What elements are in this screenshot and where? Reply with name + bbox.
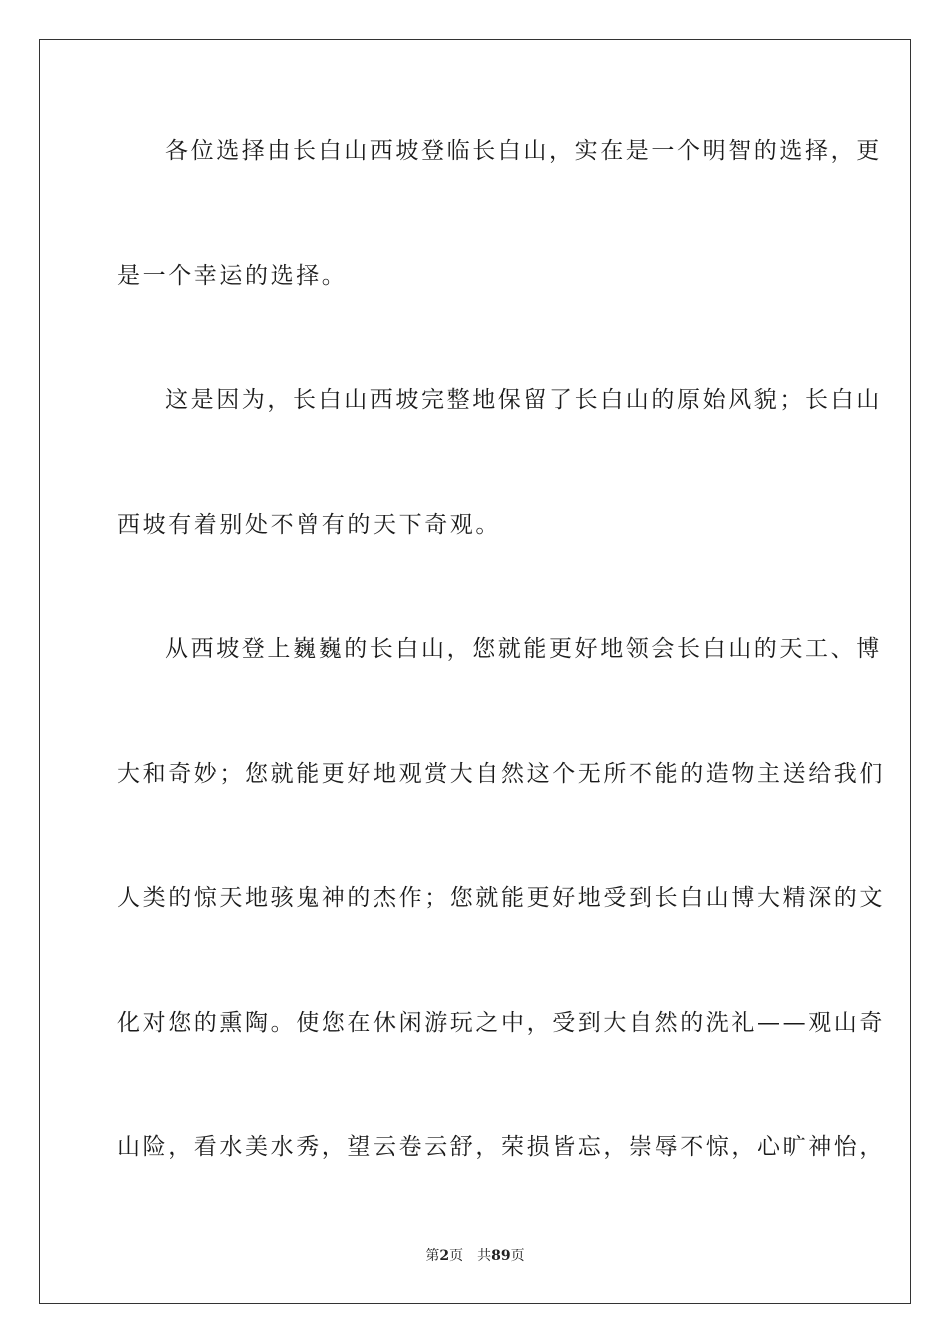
paragraph-3-line-5: 山险，看水美水秀，望云卷云舒，荣损皆忘，崇辱不惊，心旷神怡， <box>117 1134 885 1160</box>
paragraph-1-line-2: 是一个幸运的选择。 <box>117 262 348 289</box>
total-label-prefix: 共 <box>477 1248 492 1264</box>
document-body <box>117 124 885 1245</box>
paragraph-3-line-2: 大和奇妙；您就能更好地观赏大自然这个无所不能的造物主送给我们 <box>117 760 885 787</box>
page-number: 2 <box>439 1248 450 1264</box>
total-pages: 89 <box>491 1248 511 1264</box>
paragraph-2-line-2: 西坡有着别处不曾有的天下奇观。 <box>117 511 501 538</box>
total-label-suffix: 页 <box>510 1248 525 1264</box>
paragraph-2-line-1: 这是因为，长白山西坡完整地保留了长白山的原始风貌；长白山 <box>165 387 882 413</box>
paragraph-3-line-1: 从西坡登上巍巍的长白山，您就能更好地领会长白山的天工、博 <box>165 636 882 662</box>
paragraph-3-line-4: 化对您的熏陶。使您在休闲游玩之中，受到大自然的洗礼——观山奇 <box>117 1009 885 1036</box>
page-label-prefix: 第 <box>425 1248 440 1264</box>
page-footer <box>0 1246 950 1266</box>
paragraph-1-line-1: 各位选择由长白山西坡登临长白山，实在是一个明智的选择，更 <box>165 138 882 164</box>
paragraph-3-line-3: 人类的惊天地骇鬼神的杰作；您就能更好地受到长白山博大精深的文 <box>117 885 885 911</box>
page-label-suffix: 页 <box>449 1248 464 1264</box>
